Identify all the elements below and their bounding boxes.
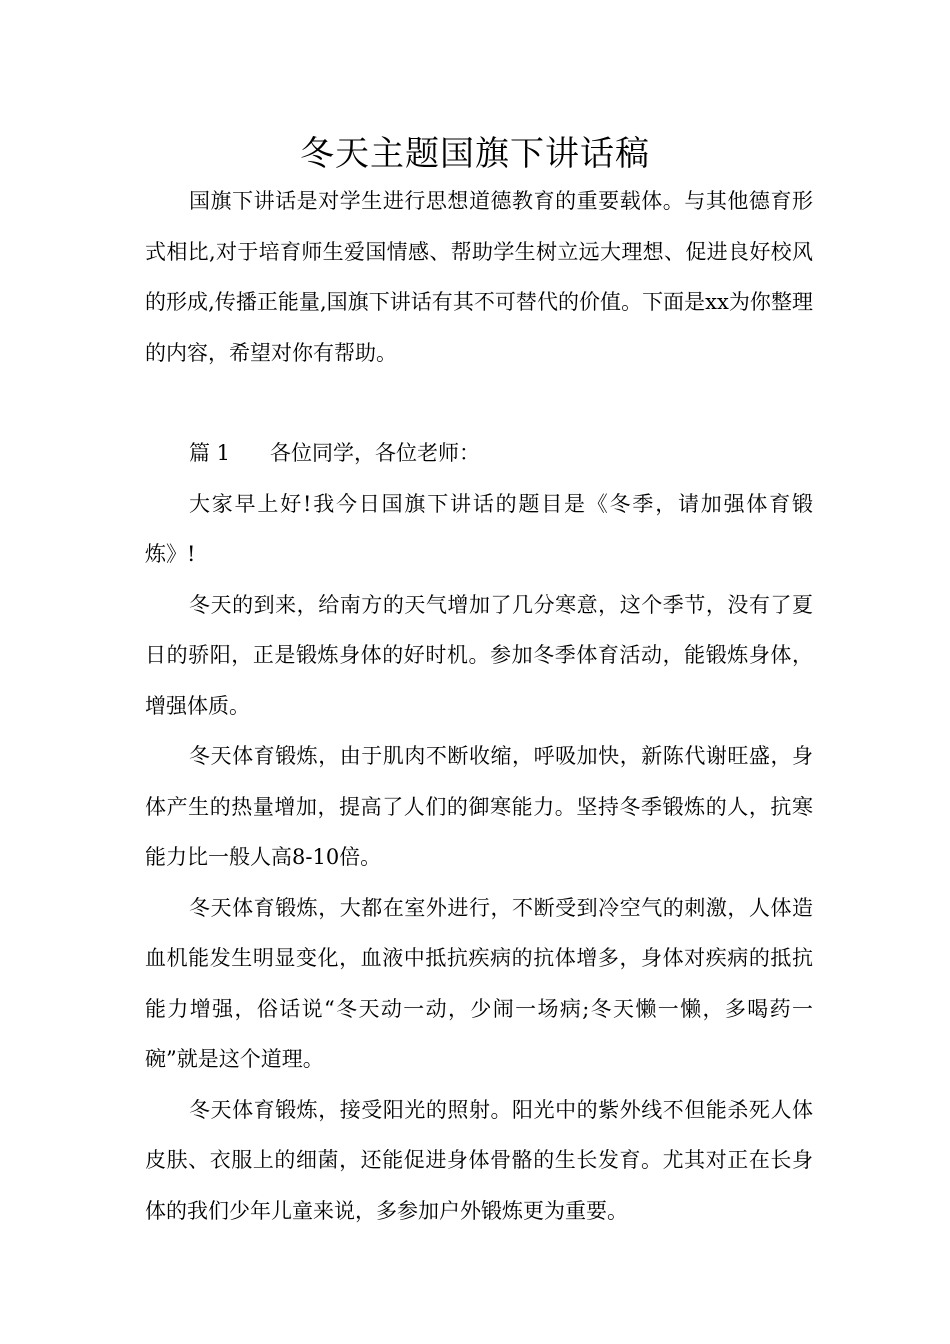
- body-paragraph: 冬天的到来，给南方的天气增加了几分寒意，这个季节，没有了夏日的骄阳，正是锻炼身体的好时机。参加冬季体育活动，能锻炼身体，增强体质。: [145, 592, 813, 718]
- intro-paragraph: 国旗下讲话是对学生进行思想道德教育的重要载体。与其他德育形式相比,对于培育师生爱国情感、帮助学生树立远大理想、促进良好校风的形成,传播正能量,国旗下讲话有其不可替代的价值。下面是xx为你整理的内容，希望对你有帮助。: [145, 189, 813, 365]
- greeting: 各位同学，各位老师：: [270, 441, 481, 465]
- chapter-heading: [189, 428, 813, 479]
- body-paragraph: 冬天体育锻炼，由于肌肉不断收缩，呼吸加快，新陈代谢旺盛，身体产生的热量增加，提高了人们的御寒能力。坚持冬季锻炼的人，抗寒能力比一般人高8-10倍。: [145, 744, 813, 869]
- document-title: 冬天主题国旗下讲话稿: [300, 134, 650, 174]
- body-paragraph: 冬天体育锻炼，接受阳光的照射。阳光中的紫外线不但能杀死人体皮肤、衣服上的细菌，还能促进身体骨骼的生长发育。尤其对正在长身体的我们少年儿童来说，多参加户外锻炼更为重要。: [145, 1097, 813, 1223]
- body-paragraph: 冬天体育锻炼，大都在室外进行，不断受到冷空气的刺激，人体造血机能发生明显变化，血液中抵抗疾病的抗体增多，身体对疾病的抵抗能力增强，俗话说“冬天动一动，少闹一场病;冬天懒一懒，多喝药一碗”就是这个道理。: [145, 895, 813, 1071]
- body-paragraph: 大家早上好!我今日国旗下讲话的题目是《冬季，请加强体育锻炼》!: [145, 491, 813, 566]
- document-body: [145, 176, 813, 1236]
- chapter-label: 篇 1: [189, 441, 231, 465]
